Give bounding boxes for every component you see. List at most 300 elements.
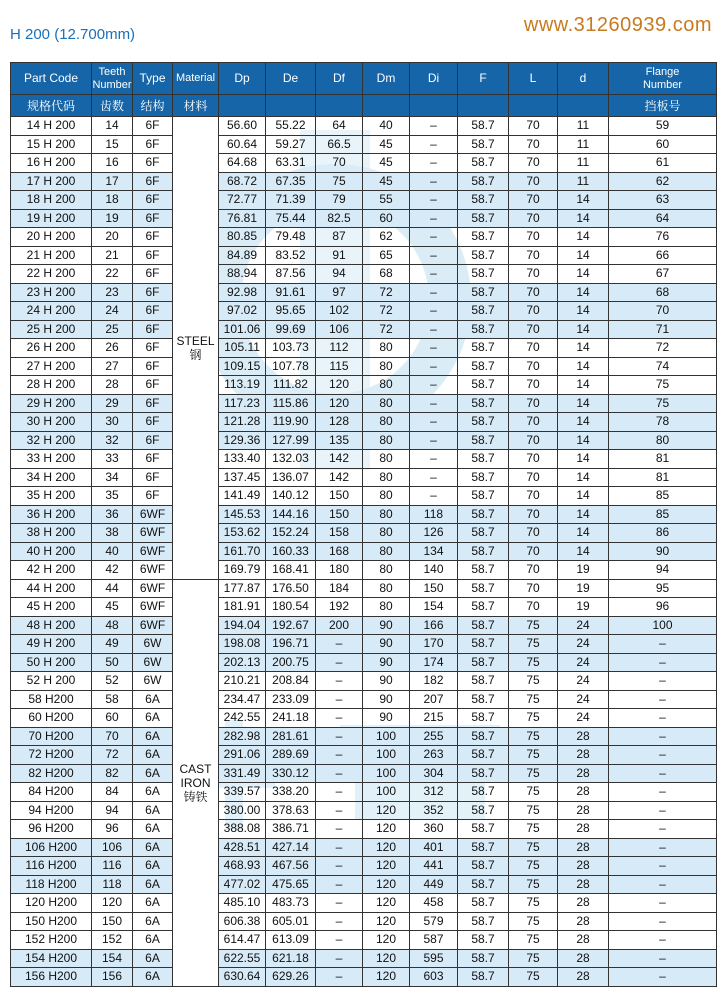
col-de-blank bbox=[266, 95, 316, 117]
table-cell: 58.7 bbox=[458, 117, 509, 136]
table-cell: 6A bbox=[133, 690, 173, 709]
table-cell: 458 bbox=[410, 894, 458, 913]
table-cell: 75 bbox=[316, 172, 363, 191]
table-cell: 24 bbox=[558, 635, 609, 654]
table-cell: – bbox=[609, 746, 717, 765]
table-cell: 61 bbox=[609, 154, 717, 173]
material-cell-steel bbox=[173, 117, 219, 580]
table-cell: – bbox=[410, 302, 458, 321]
table-cell: 76 bbox=[609, 228, 717, 247]
col-f-blank bbox=[458, 95, 509, 117]
table-cell: 378.63 bbox=[266, 801, 316, 820]
table-cell: 198.08 bbox=[219, 635, 266, 654]
table-cell: 87 bbox=[316, 228, 363, 247]
table-cell: 6F bbox=[133, 357, 173, 376]
table-cell: 80.85 bbox=[219, 228, 266, 247]
table-cell: – bbox=[609, 820, 717, 839]
table-cell: 14 bbox=[558, 209, 609, 228]
table-cell: 75 bbox=[509, 949, 558, 968]
table-cell: – bbox=[316, 672, 363, 691]
table-cell: 6WF bbox=[133, 524, 173, 543]
table-cell: 117.23 bbox=[219, 394, 266, 413]
col-type-cn: 结构 bbox=[133, 95, 173, 117]
table-cell: 242.55 bbox=[219, 709, 266, 728]
table-cell: 75 bbox=[509, 690, 558, 709]
table-row bbox=[11, 357, 717, 376]
table-cell: 107.78 bbox=[266, 357, 316, 376]
table-cell: 120 bbox=[363, 968, 410, 987]
table-cell: 70 bbox=[509, 413, 558, 432]
table-cell: 120 bbox=[363, 931, 410, 950]
col-type: Type bbox=[133, 63, 173, 95]
table-cell: 6F bbox=[133, 320, 173, 339]
table-cell: 80 bbox=[363, 450, 410, 469]
table-cell: – bbox=[410, 172, 458, 191]
table-cell: – bbox=[410, 320, 458, 339]
table-cell: 28 bbox=[558, 838, 609, 857]
col-flange-number bbox=[609, 63, 717, 95]
table-cell: 109.15 bbox=[219, 357, 266, 376]
table-cell: – bbox=[316, 764, 363, 783]
table-cell: 99.69 bbox=[266, 320, 316, 339]
table-cell: 58.7 bbox=[458, 838, 509, 857]
table-cell: 101.06 bbox=[219, 320, 266, 339]
table-cell: 105.11 bbox=[219, 339, 266, 358]
table-cell: 28 bbox=[558, 894, 609, 913]
table-row bbox=[11, 838, 717, 857]
table-cell: 128 bbox=[316, 413, 363, 432]
table-cell: 14 bbox=[558, 320, 609, 339]
table-row bbox=[11, 635, 717, 654]
table-cell: 475.65 bbox=[266, 875, 316, 894]
table-cell: 21 bbox=[92, 246, 133, 265]
table-cell: – bbox=[410, 209, 458, 228]
table-cell: 96 H200 bbox=[11, 820, 92, 839]
table-cell: 75 bbox=[509, 857, 558, 876]
table-cell: 30 bbox=[92, 413, 133, 432]
table-cell: 14 bbox=[558, 246, 609, 265]
table-cell: 80 bbox=[363, 579, 410, 598]
table-cell: – bbox=[609, 875, 717, 894]
table-row bbox=[11, 246, 717, 265]
table-row bbox=[11, 487, 717, 506]
table-cell: 27 bbox=[92, 357, 133, 376]
table-row bbox=[11, 339, 717, 358]
table-cell: 579 bbox=[410, 912, 458, 931]
col-df: Df bbox=[316, 63, 363, 95]
table-cell: 6WF bbox=[133, 505, 173, 524]
table-cell: 141.49 bbox=[219, 487, 266, 506]
table-cell: 55.22 bbox=[266, 117, 316, 136]
table-cell: 28 H 200 bbox=[11, 376, 92, 395]
table-cell: 28 bbox=[558, 857, 609, 876]
table-row bbox=[11, 764, 717, 783]
table-cell: 96 bbox=[609, 598, 717, 617]
table-cell: 70 bbox=[509, 228, 558, 247]
table-cell: 14 bbox=[558, 191, 609, 210]
table-cell: 234.47 bbox=[219, 690, 266, 709]
table-cell: 70 bbox=[509, 505, 558, 524]
table-cell: 58.7 bbox=[458, 561, 509, 580]
table-cell: 78 bbox=[609, 413, 717, 432]
table-cell: 64 bbox=[316, 117, 363, 136]
table-cell: 75 bbox=[609, 394, 717, 413]
table-cell: 11 bbox=[558, 154, 609, 173]
table-row bbox=[11, 413, 717, 432]
table-cell: 160.33 bbox=[266, 542, 316, 561]
table-cell: 58.7 bbox=[458, 875, 509, 894]
table-cell: 36 bbox=[92, 505, 133, 524]
table-cell: – bbox=[316, 931, 363, 950]
table-cell: 153.62 bbox=[219, 524, 266, 543]
table-cell: 152 bbox=[92, 931, 133, 950]
table-cell: – bbox=[316, 709, 363, 728]
table-cell: 207 bbox=[410, 690, 458, 709]
table-cell: 58.7 bbox=[458, 320, 509, 339]
table-cell: – bbox=[609, 635, 717, 654]
table-cell: 58.7 bbox=[458, 209, 509, 228]
table-cell: 75 bbox=[509, 653, 558, 672]
table-cell: 14 bbox=[558, 542, 609, 561]
table-cell: 90 bbox=[609, 542, 717, 561]
table-cell: 150 H200 bbox=[11, 912, 92, 931]
table-cell: 40 bbox=[363, 117, 410, 136]
table-cell: 23 H 200 bbox=[11, 283, 92, 302]
table-cell: 338.20 bbox=[266, 783, 316, 802]
table-cell: 606.38 bbox=[219, 912, 266, 931]
table-cell: 74 bbox=[609, 357, 717, 376]
table-cell: 6WF bbox=[133, 542, 173, 561]
table-cell: 58.7 bbox=[458, 246, 509, 265]
table-cell: – bbox=[410, 468, 458, 487]
table-cell: 6F bbox=[133, 450, 173, 469]
table-cell: 28 bbox=[558, 801, 609, 820]
table-cell: 352 bbox=[410, 801, 458, 820]
table-row bbox=[11, 542, 717, 561]
table-cell: 621.18 bbox=[266, 949, 316, 968]
table-cell: 121.28 bbox=[219, 413, 266, 432]
table-cell: 75 bbox=[509, 875, 558, 894]
table-cell: 19 bbox=[92, 209, 133, 228]
table-cell: 97.02 bbox=[219, 302, 266, 321]
table-cell: – bbox=[609, 783, 717, 802]
table-cell: 55 bbox=[363, 191, 410, 210]
table-cell: – bbox=[609, 672, 717, 691]
table-cell: 58.7 bbox=[458, 191, 509, 210]
table-row bbox=[11, 320, 717, 339]
table-cell: – bbox=[609, 968, 717, 987]
table-cell: – bbox=[410, 191, 458, 210]
table-cell: 90 bbox=[363, 672, 410, 691]
table-cell: 60.64 bbox=[219, 135, 266, 154]
table-cell: 58.7 bbox=[458, 820, 509, 839]
table-cell: – bbox=[410, 487, 458, 506]
table-cell: 60 bbox=[92, 709, 133, 728]
table-cell: 154 bbox=[92, 949, 133, 968]
table-cell: 202.13 bbox=[219, 653, 266, 672]
table-cell: 58.7 bbox=[458, 468, 509, 487]
table-cell: 613.09 bbox=[266, 931, 316, 950]
col-di: Di bbox=[410, 63, 458, 95]
table-cell: 145.53 bbox=[219, 505, 266, 524]
table-row bbox=[11, 561, 717, 580]
table-cell: 181.91 bbox=[219, 598, 266, 617]
table-row bbox=[11, 450, 717, 469]
table-cell: 27 H 200 bbox=[11, 357, 92, 376]
table-cell: 45 bbox=[363, 135, 410, 154]
table-cell: 154 H200 bbox=[11, 949, 92, 968]
table-cell: 58.7 bbox=[458, 672, 509, 691]
table-cell: 92.98 bbox=[219, 283, 266, 302]
table-cell: 30 H 200 bbox=[11, 413, 92, 432]
table-cell: 58.7 bbox=[458, 653, 509, 672]
table-cell: 120 bbox=[363, 820, 410, 839]
col-teeth-number bbox=[92, 63, 133, 95]
table-cell: 95 bbox=[609, 579, 717, 598]
table-cell: 50 H 200 bbox=[11, 653, 92, 672]
table-cell: 19 bbox=[558, 598, 609, 617]
table-cell: 58 H200 bbox=[11, 690, 92, 709]
table-cell: 14 bbox=[558, 487, 609, 506]
table-cell: 71.39 bbox=[266, 191, 316, 210]
table-cell: 58.7 bbox=[458, 505, 509, 524]
table-cell: 6F bbox=[133, 394, 173, 413]
table-cell: 58.7 bbox=[458, 746, 509, 765]
table-cell: 70 bbox=[509, 357, 558, 376]
table-cell: 58.7 bbox=[458, 487, 509, 506]
table-cell: – bbox=[316, 746, 363, 765]
col-material-cn: 材料 bbox=[173, 95, 219, 117]
table-cell: 192 bbox=[316, 598, 363, 617]
table-cell: 468.93 bbox=[219, 857, 266, 876]
table-cell: 102 bbox=[316, 302, 363, 321]
table-cell: 6F bbox=[133, 339, 173, 358]
table-cell: 150 bbox=[92, 912, 133, 931]
table-cell: 630.64 bbox=[219, 968, 266, 987]
table-cell: 70 bbox=[509, 579, 558, 598]
table-cell: 6A bbox=[133, 709, 173, 728]
table-cell: 81 bbox=[609, 450, 717, 469]
table-cell: – bbox=[410, 283, 458, 302]
table-cell: 152 H200 bbox=[11, 931, 92, 950]
table-cell: 68 bbox=[363, 265, 410, 284]
table-cell: 45 bbox=[92, 598, 133, 617]
table-cell: 75 bbox=[509, 616, 558, 635]
table-row bbox=[11, 265, 717, 284]
table-cell: 58.7 bbox=[458, 524, 509, 543]
col-teeth-line2: Number bbox=[92, 78, 132, 91]
material-cell-cast bbox=[173, 579, 219, 986]
table-cell: 6F bbox=[133, 413, 173, 432]
table-row bbox=[11, 154, 717, 173]
table-cell: 6WF bbox=[133, 616, 173, 635]
table-cell: 62 bbox=[363, 228, 410, 247]
table-cell: 70 bbox=[509, 154, 558, 173]
table-cell: 58.7 bbox=[458, 690, 509, 709]
table-cell: – bbox=[609, 653, 717, 672]
table-cell: 120 bbox=[363, 838, 410, 857]
table-cell: 24 H 200 bbox=[11, 302, 92, 321]
table-cell: 14 H 200 bbox=[11, 117, 92, 136]
table-cell: 11 bbox=[558, 172, 609, 191]
header-row-en bbox=[11, 63, 717, 95]
table-cell: – bbox=[316, 875, 363, 894]
table-cell: 70 bbox=[509, 487, 558, 506]
table-cell: 80 bbox=[363, 413, 410, 432]
table-cell: 330.12 bbox=[266, 764, 316, 783]
table-cell: 215 bbox=[410, 709, 458, 728]
table-cell: 94 bbox=[316, 265, 363, 284]
table-cell: 112 bbox=[316, 339, 363, 358]
sprocket-spec-table bbox=[10, 62, 717, 987]
table-cell: – bbox=[316, 801, 363, 820]
table-cell: 144.16 bbox=[266, 505, 316, 524]
table-cell: 34 H 200 bbox=[11, 468, 92, 487]
table-cell: 161.70 bbox=[219, 542, 266, 561]
table-cell: 97 bbox=[316, 283, 363, 302]
table-cell: 90 bbox=[363, 653, 410, 672]
table-cell: 75 bbox=[509, 783, 558, 802]
table-cell: 82 bbox=[92, 764, 133, 783]
table-cell: 58.7 bbox=[458, 912, 509, 931]
table-cell: 50 bbox=[92, 653, 133, 672]
table-cell: 38 H 200 bbox=[11, 524, 92, 543]
table-cell: 70 bbox=[509, 339, 558, 358]
table-cell: 106 H200 bbox=[11, 838, 92, 857]
table-cell: 6A bbox=[133, 931, 173, 950]
table-cell: 70 bbox=[509, 117, 558, 136]
table-cell: 66.5 bbox=[316, 135, 363, 154]
table-cell: 58.7 bbox=[458, 727, 509, 746]
table-cell: 80 bbox=[363, 376, 410, 395]
table-cell: 6F bbox=[133, 468, 173, 487]
table-cell: 134 bbox=[410, 542, 458, 561]
table-cell: 120 bbox=[363, 894, 410, 913]
table-cell: 17 H 200 bbox=[11, 172, 92, 191]
table-cell: 70 bbox=[509, 320, 558, 339]
table-cell: 208.84 bbox=[266, 672, 316, 691]
table-cell: 44 bbox=[92, 579, 133, 598]
table-cell: 40 bbox=[92, 542, 133, 561]
table-cell: 58.7 bbox=[458, 968, 509, 987]
table-cell: 25 H 200 bbox=[11, 320, 92, 339]
col-l-blank bbox=[509, 95, 558, 117]
table-cell: 11 bbox=[558, 117, 609, 136]
table-cell: 182 bbox=[410, 672, 458, 691]
table-cell: – bbox=[316, 783, 363, 802]
table-row bbox=[11, 727, 717, 746]
table-cell: 80 bbox=[363, 339, 410, 358]
table-cell: 45 bbox=[363, 154, 410, 173]
table-cell: 75 bbox=[509, 672, 558, 691]
table-cell: 52 H 200 bbox=[11, 672, 92, 691]
table-cell: 6A bbox=[133, 820, 173, 839]
table-cell: 58.7 bbox=[458, 265, 509, 284]
table-cell: 80 bbox=[363, 394, 410, 413]
table-cell: 312 bbox=[410, 783, 458, 802]
table-cell: 6F bbox=[133, 431, 173, 450]
table-cell: 60 bbox=[609, 135, 717, 154]
table-cell: 91 bbox=[316, 246, 363, 265]
table-cell: 86 bbox=[609, 524, 717, 543]
table-cell: 29 bbox=[92, 394, 133, 413]
table-cell: 6WF bbox=[133, 598, 173, 617]
table-row bbox=[11, 875, 717, 894]
col-flange-cn: 挡板号 bbox=[609, 95, 717, 117]
table-cell: 140.12 bbox=[266, 487, 316, 506]
col-f: F bbox=[458, 63, 509, 95]
table-cell: – bbox=[410, 431, 458, 450]
table-cell: 59 bbox=[609, 117, 717, 136]
table-cell: 49 bbox=[92, 635, 133, 654]
table-cell: – bbox=[410, 450, 458, 469]
table-cell: 304 bbox=[410, 764, 458, 783]
table-cell: 100 bbox=[363, 783, 410, 802]
table-cell: 94 bbox=[609, 561, 717, 580]
col-flange-line2: Number bbox=[642, 78, 683, 91]
table-cell: 72 bbox=[92, 746, 133, 765]
table-row bbox=[11, 172, 717, 191]
table-cell: 24 bbox=[558, 709, 609, 728]
table-cell: 386.71 bbox=[266, 820, 316, 839]
table-cell: 24 bbox=[92, 302, 133, 321]
table-cell: 68.72 bbox=[219, 172, 266, 191]
table-cell: 22 H 200 bbox=[11, 265, 92, 284]
table-cell: 58.7 bbox=[458, 598, 509, 617]
table-row bbox=[11, 857, 717, 876]
table-cell: 70 bbox=[509, 135, 558, 154]
table-cell: 63 bbox=[609, 191, 717, 210]
table-cell: 95.65 bbox=[266, 302, 316, 321]
table-cell: – bbox=[316, 968, 363, 987]
table-cell: 80 bbox=[363, 357, 410, 376]
table-cell: 120 H200 bbox=[11, 894, 92, 913]
col-dp: Dp bbox=[219, 63, 266, 95]
table-row bbox=[11, 376, 717, 395]
table-cell: 135 bbox=[316, 431, 363, 450]
table-cell: 281.61 bbox=[266, 727, 316, 746]
table-body bbox=[11, 117, 717, 987]
table-cell: – bbox=[609, 838, 717, 857]
table-cell: 28 bbox=[558, 875, 609, 894]
table-cell: 58.7 bbox=[458, 542, 509, 561]
table-cell: 42 bbox=[92, 561, 133, 580]
table-cell: 70 bbox=[92, 727, 133, 746]
table-cell: 194.04 bbox=[219, 616, 266, 635]
table-cell: 70 bbox=[509, 209, 558, 228]
table-cell: 120 bbox=[363, 801, 410, 820]
table-cell: 75 bbox=[509, 820, 558, 839]
table-cell: – bbox=[410, 135, 458, 154]
table-cell: 67 bbox=[609, 265, 717, 284]
table-cell: 87.56 bbox=[266, 265, 316, 284]
table-cell: 14 bbox=[558, 413, 609, 432]
table-cell: 28 bbox=[558, 764, 609, 783]
table-cell: 70 H200 bbox=[11, 727, 92, 746]
table-cell: 80 bbox=[609, 431, 717, 450]
table-cell: 58.7 bbox=[458, 394, 509, 413]
table-cell: 388.08 bbox=[219, 820, 266, 839]
table-cell: 6A bbox=[133, 764, 173, 783]
table-cell: – bbox=[410, 339, 458, 358]
table-cell: 48 H 200 bbox=[11, 616, 92, 635]
table-cell: 58 bbox=[92, 690, 133, 709]
col-part-code: Part Code bbox=[11, 63, 92, 95]
table-cell: 142 bbox=[316, 468, 363, 487]
table-cell: 24 bbox=[558, 616, 609, 635]
table-cell: 58.7 bbox=[458, 635, 509, 654]
material-label: IRON bbox=[180, 775, 211, 790]
